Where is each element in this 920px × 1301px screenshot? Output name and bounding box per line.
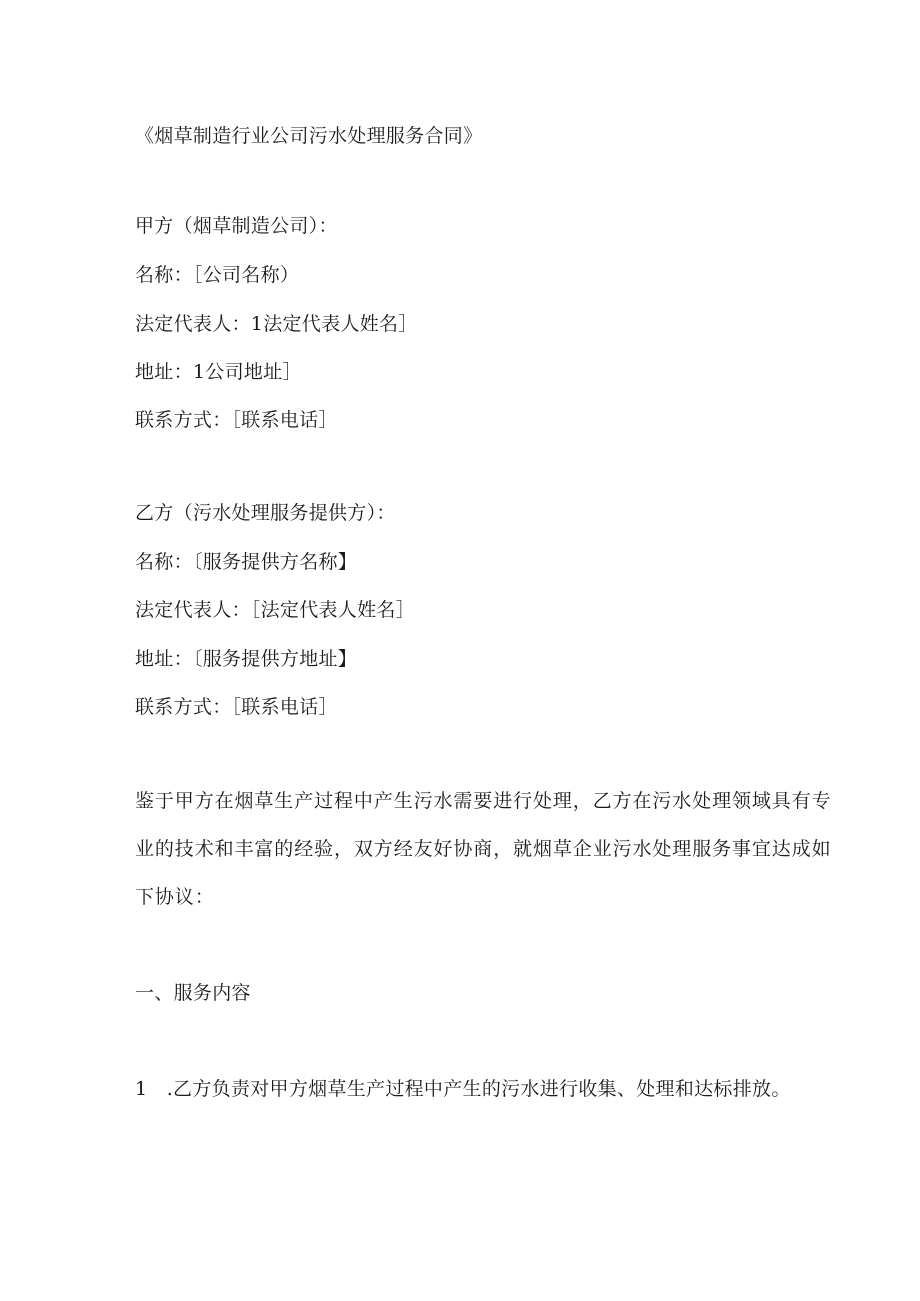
preamble-line-1: 鉴于甲方在烟草生产过程中产生污水需要进行处理，乙方在污水处理领域具有专: [135, 790, 832, 812]
party-b-legal-rep: 法定代表人：［法定代表人姓名］: [135, 599, 416, 621]
contract-title: 《烟草制造行业公司污水处理服务合同》: [135, 125, 483, 147]
preamble-line-2: 业的技术和丰富的经验，双方经友好协商，就烟草企业污水处理服务事宜达成如: [135, 838, 832, 860]
party-b-name: 名称：〔服务提供方名称】: [135, 551, 358, 573]
preamble-line-3: 下协议：: [135, 886, 215, 908]
section-heading: 一、服务内容: [135, 982, 251, 1004]
party-b-contact: 联系方式：［联系电话］: [135, 696, 338, 718]
party-b-heading: 乙方（污水处理服务提供方）：: [135, 502, 396, 524]
party-a-legal-rep: 法定代表人：1法定代表人姓名］: [135, 313, 418, 335]
party-a-name: 名称：［公司名称）: [135, 264, 300, 286]
party-a-heading: 甲方（烟草制造公司）：: [135, 215, 338, 237]
party-b-address: 地址：〔服务提供方地址】: [135, 648, 358, 670]
party-a-address: 地址：1公司地址］: [135, 361, 302, 383]
party-a-contact: 联系方式：［联系电话］: [135, 409, 338, 431]
section-item-1: 1 .乙方负责对甲方烟草生产过程中产生的污水进行收集、处理和达标排放。: [135, 1078, 791, 1100]
